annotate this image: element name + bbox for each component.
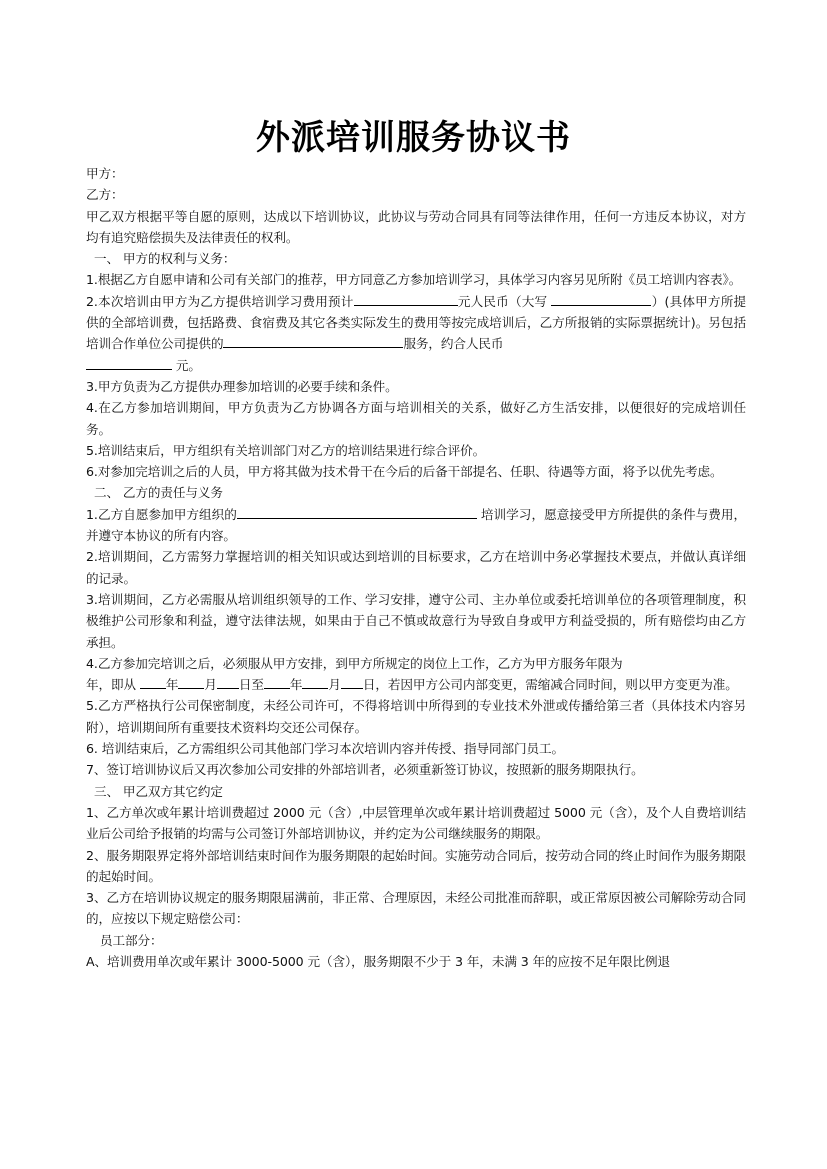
party-a-line: 甲方： — [86, 166, 124, 181]
clause-text: ）(具体甲方所提供的全部培训费，包括路费、食宿费及其它各类实际发生的费用等按完成培训后，乙方所报销的实际票据统计)。另包括培训合作单位公司提供的 — [86, 293, 746, 352]
month-label: 月 — [328, 677, 341, 693]
clause-1-4: 4.在乙方参加培训期间，甲方负责为乙方协调各方面与培训相关的关系，做好乙方生活安排，以便很好的完成培训任务。 — [86, 400, 746, 437]
section-1-heading: 一、 甲方的权利与义务： — [94, 251, 236, 267]
training-name-blank[interactable] — [237, 504, 477, 519]
clause-text: 1.乙方自愿参加甲方组织的 — [86, 506, 237, 522]
clause-3-a: A、培训费用单次或年累计 3000-5000 元（含），服务期限不少于 3 年，未满 3 年的应按不足年限比例退 — [86, 953, 670, 969]
month-label: 月 — [204, 677, 217, 693]
year-label: 年 — [289, 677, 303, 693]
clause-text: 年，即从 — [86, 677, 136, 693]
clause-text: 2.本次培训由甲方为乙方提供培训学习费用预计 — [86, 293, 354, 309]
end-year-blank[interactable] — [264, 674, 290, 689]
section-3-heading: 三、 甲乙双方其它约定 — [94, 783, 223, 799]
service-value-blank[interactable] — [86, 355, 172, 370]
partner-service-blank[interactable] — [223, 333, 403, 348]
clause-2-5: 5.乙方严格执行公司保密制度，未经公司许可，不得将培训中所得到的专业技术外泄或传播给第三者（具体技术内容另附），培训期间所有重要技术资料均交还公司保存。 — [86, 698, 746, 735]
document-title: 外派培训服务协议书 — [256, 118, 571, 158]
party-b-line: 乙方： — [86, 187, 124, 203]
fee-amount-blank[interactable] — [354, 291, 458, 306]
clause-2-4 — [86, 653, 746, 696]
year-label: 年 — [165, 677, 179, 693]
clause-text: 培训学习，愿意接受甲方所提供的条件与费用，并遵守本协议的所有内容。 — [86, 506, 746, 544]
clause-text: 4.乙方参加完培训之后，必须服从甲方安排，到甲方所规定的岗位上工作，乙方为甲方服务年限为 — [86, 655, 623, 671]
start-day-blank[interactable] — [217, 674, 239, 689]
clause-1-3: 3.甲方负责为乙方提供办理参加培训的必要手续和条件。 — [86, 378, 398, 394]
day-to-label: 日至 — [238, 677, 264, 693]
clause-text: 日，若因甲方公司内部变更，需缩减合同时间，则以甲方变更为准。 — [362, 677, 738, 693]
clause-3-3: 3、乙方在培训协议规定的服务期限届满前，非正常、合理原因，未经公司批准而辞职，或正常原因被公司解除劳动合同的，应按以下规定赔偿公司： — [86, 890, 746, 927]
clause-text: 服务，约合人民币 — [403, 336, 504, 352]
clause-1-1: 1.根据乙方自愿申请和公司有关部门的推荐，甲方同意乙方参加培训学习，具体学习内容另见所附《员工培训内容表》。 — [86, 272, 742, 288]
fee-uppercase-blank[interactable] — [551, 291, 651, 306]
staff-section-label: 员工部分： — [100, 932, 163, 948]
end-month-blank[interactable] — [302, 674, 328, 689]
end-day-blank[interactable] — [341, 674, 363, 689]
clause-2-1 — [86, 504, 746, 547]
clause-2-7: 7、签订培训协议后又再次参加公司安排的外部培训者，必须重新签订协议，按照新的服务期限执行。 — [86, 762, 644, 778]
clause-2-3: 3.培训期间，乙方必需服从培训组织领导的工作、学习安排，遵守公司、主办单位或委托培训单位的各项管理制度，积极维护公司形象和利益，遵守法律法规，如果由于自己不慎或故意行为导致自身或甲方利益受损的，所有赔偿均由乙方承担。 — [86, 591, 746, 650]
clause-1-5: 5.培训结束后，甲方组织有关培训部门对乙方的培训结果进行综合评价。 — [86, 442, 486, 458]
clause-2-6: 6. 培训结束后，乙方需组织公司其他部门学习本次培训内容并传授、指导同部门员工。 — [86, 741, 564, 757]
clause-2-2: 2.培训期间，乙方需努力掌握培训的相关知识或达到培训的目标要求，乙方在培训中务必掌握技术要点，并做认真详细的记录。 — [86, 549, 746, 586]
clause-3-1: 1、乙方单次或年累计培训费超过 2000 元（含）,中层管理单次或年累计培训费超过 5000 元（含），及个人自费培训结业后公司给予报销的均需与公司签订外部培训协议，并约定为公司继续服务的期限。 — [86, 804, 746, 842]
document-body — [86, 163, 746, 972]
intro-paragraph: 甲乙双方根据平等自愿的原则，达成以下培训协议，此协议与劳动合同具有同等法律作用，任何一方违反本协议，对方均有追究赔偿损失及法律责任的权利。 — [86, 208, 746, 245]
start-month-blank[interactable] — [178, 674, 204, 689]
start-year-blank[interactable] — [140, 674, 166, 689]
section-2-heading: 二、 乙方的责任与义务 — [94, 485, 223, 501]
clause-text: 元。 — [175, 357, 201, 373]
clause-3-2: 2、服务期限界定将外部培训结束时间作为服务期限的起始时间。实施劳动合同后，按劳动合同的终止时间作为服务期限的起始时间。 — [86, 847, 746, 884]
clause-1-6: 6.对参加完培训之后的人员，甲方将其做为技术骨干在今后的后备干部提名、任职、待遇等方面，将予以优先考虑。 — [86, 464, 723, 480]
clause-text: 元人民币（大写 — [457, 293, 548, 309]
clause-1-2 — [86, 291, 746, 376]
